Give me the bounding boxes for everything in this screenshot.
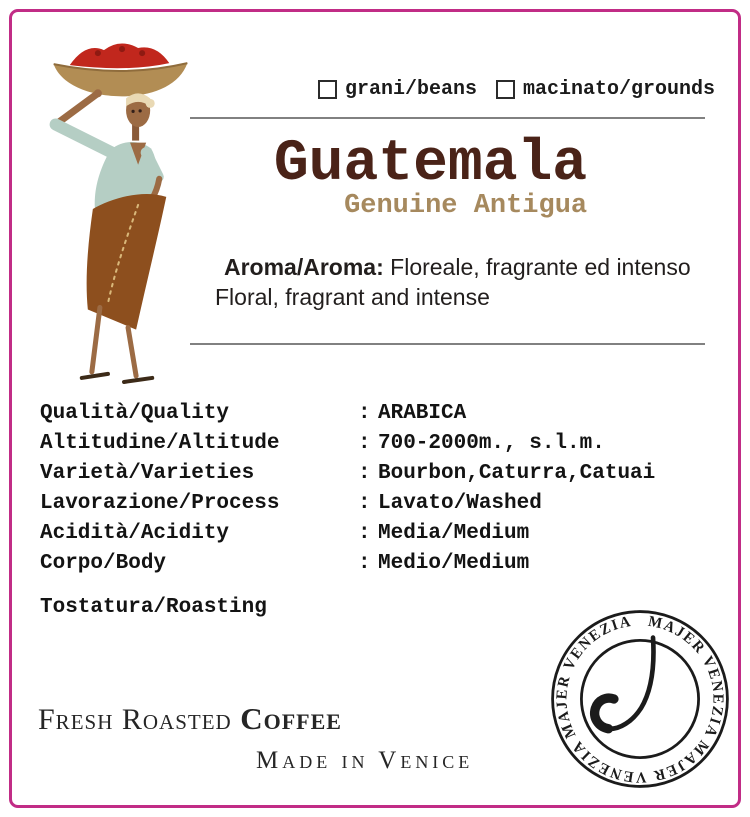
spec-value: Bourbon,Caturra,Catuai (378, 462, 656, 485)
roasting-label: Tostatura/Roasting (40, 596, 267, 619)
tagline (38, 701, 342, 737)
woman-carrying-basket-illustration (36, 38, 200, 390)
aroma-description-it: Floreale, fragrante ed intenso (390, 254, 691, 280)
spec-value: Media/Medium (378, 522, 530, 545)
product-subtitle: Genuine Antigua (344, 191, 588, 221)
table-row (40, 459, 655, 489)
grounds-checkbox[interactable] (496, 80, 515, 99)
spec-label: Lavorazione/Process (40, 492, 280, 515)
brand-stamp (547, 606, 733, 792)
title-block (187, 134, 710, 220)
brand-stamp-text: MAJER VENEZIA MAJER VENEZIA MAJER VENEZIA (553, 612, 727, 786)
spec-value: Lavato/Washed (378, 492, 542, 515)
table-row (40, 429, 655, 459)
figure (56, 89, 167, 382)
spec-separator: : (358, 432, 371, 455)
spec-label: Varietà/Varieties (40, 462, 255, 485)
package-type-row (318, 78, 715, 101)
divider-aroma (190, 343, 705, 345)
grounds-option (496, 78, 715, 101)
table-row (40, 519, 655, 549)
spec-label: Acidità/Acidity (40, 522, 230, 545)
spec-value: 700-2000m., s.l.m. (378, 432, 605, 455)
spec-separator: : (358, 552, 371, 575)
spec-separator: : (358, 402, 371, 425)
spec-label: Corpo/Body (40, 552, 167, 575)
divider-top (190, 117, 705, 119)
coffee-cherries (70, 43, 170, 68)
page-title: Guatemala (273, 132, 588, 197)
aroma-section (215, 252, 715, 312)
table-row (40, 549, 655, 579)
tagline-regular: Fresh Roasted (38, 703, 232, 736)
beans-option (318, 78, 477, 101)
tagline-bold: Coffee (240, 701, 342, 736)
spec-separator: : (358, 522, 371, 545)
beans-checkbox-label: grani/beans (345, 78, 478, 101)
table-row (40, 489, 655, 519)
spec-label: Qualità/Quality (40, 402, 230, 425)
spec-separator: : (358, 492, 371, 515)
grounds-checkbox-label: macinato/grounds (523, 78, 716, 101)
table-row (40, 399, 655, 429)
spec-value: ARABICA (378, 402, 467, 425)
aroma-heading: Aroma/Aroma: (224, 254, 384, 280)
aroma-description-en: Floral, fragrant and intense (215, 284, 490, 310)
origin-line: Made in Venice (256, 747, 474, 774)
spec-label: Altitudine/Altitude (40, 432, 280, 455)
beans-checkbox[interactable] (318, 80, 337, 99)
spec-value: Medio/Medium (378, 552, 530, 575)
spec-separator: : (358, 462, 371, 485)
specs-table (40, 399, 655, 579)
